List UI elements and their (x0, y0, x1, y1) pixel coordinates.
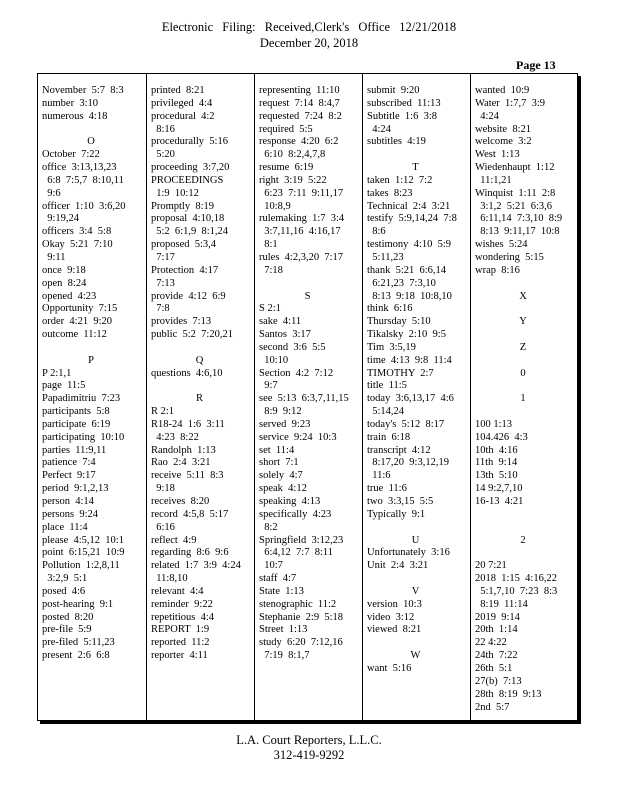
index-entry: 9:6 (42, 187, 61, 199)
index-entry: 7:17 (151, 251, 175, 263)
index-entry: 10:10 (259, 354, 289, 366)
index-entry: 20 7:21 (475, 560, 507, 572)
index-entry: 10:7 (259, 560, 283, 572)
index-entry: 5:2 6:1,9 8:1,24 (151, 226, 229, 238)
index-column-2 (146, 74, 254, 720)
index-entry: 8:19 11:14 (475, 598, 528, 610)
index-entry: rules 4:2,3,20 7:17 (259, 251, 343, 263)
index-entry: 7:19 8:1,7 (259, 650, 310, 662)
index-entry: 3:1,2 5:21 6:3,6 (475, 200, 553, 212)
index-entry: response 4:20 6:2 (259, 136, 339, 148)
index-entry: 8:1 (259, 239, 278, 251)
index-entry: open 8:24 (42, 277, 87, 289)
index-entry: 6:11,14 7:3,10 8:9 (475, 213, 563, 225)
index-spacer (367, 522, 470, 535)
index-spacer (475, 522, 577, 535)
index-entry: number 3:10 (42, 97, 98, 109)
index-entry: REPORT 1:9 (151, 624, 210, 636)
index-entry: once 9:18 (42, 264, 86, 276)
index-spacer (367, 637, 470, 650)
index-section-letter: P (88, 354, 94, 366)
index-spacer (259, 278, 362, 291)
index-entry: Winquist 1:11 2:8 (475, 187, 556, 199)
index-entry: procedurally 5:16 (151, 136, 228, 148)
index-entry: persons 9:24 (42, 508, 98, 520)
footer-company: L.A. Court Reporters, L.L.C. (236, 733, 382, 747)
index-entry: 5:11,23 (367, 251, 404, 263)
index-entry: numerous 4:18 (42, 110, 108, 122)
index-entry: officers 3:4 5:8 (42, 226, 112, 238)
index-entry: TIMOTHY 2:7 (367, 367, 434, 379)
index-column-4 (362, 74, 470, 720)
index-entry: 22 4:22 (475, 637, 507, 649)
index-spacer (475, 303, 577, 316)
index-entry: 11:8,10 (151, 573, 188, 585)
index-entry: S 2:1 (259, 303, 281, 315)
index-section-letter: 2 (520, 534, 526, 546)
index-entry: right 3:19 5:22 (259, 174, 327, 186)
index-entry: pre-filed 5:11,23 (42, 637, 115, 649)
index-entry: see 5:13 6:3,7,11,15 (259, 393, 349, 405)
index-entry: want 5:16 (367, 662, 412, 674)
index-entry: 5:20 (151, 149, 175, 161)
index-entry: 24th 7:22 (475, 650, 518, 662)
index-entry: Perfect 9:17 (42, 470, 96, 482)
index-entry: title 11:5 (367, 380, 407, 392)
index-entry: Santos 3:17 (259, 329, 311, 341)
index-entry: Randolph 1:13 (151, 444, 216, 456)
index-entry: 16-13 4:21 (475, 496, 524, 507)
index-entry: 1:9 10:12 (151, 187, 199, 199)
index-entry: State 1:13 (259, 585, 304, 597)
index-spacer (151, 380, 254, 393)
index-entry: 6:16 (151, 521, 175, 533)
index-entry: specifically 4:23 (259, 508, 332, 520)
index-entry: 9:7 (259, 380, 278, 392)
index-entry: officer 1:10 3:6,20 (42, 200, 126, 212)
index-entry: provide 4:12 6:9 (151, 290, 226, 302)
index-entry: participate 6:19 (42, 418, 111, 430)
index-entry: video 3:12 (367, 611, 415, 623)
index-entry: takes 8:23 (367, 187, 413, 199)
index-spacer (367, 573, 470, 586)
index-section-letter: T (412, 162, 419, 174)
index-spacer (42, 124, 146, 137)
index-entry: 2nd 5:7 (475, 701, 510, 713)
index-entry: true 11:6 (367, 483, 407, 495)
index-entry: procedural 4:2 (151, 110, 215, 122)
index-entry: public 5:2 7:20,21 (151, 329, 233, 341)
index-entry: set 11:4 (259, 444, 295, 456)
index-entry: Rao 2:4 3:21 (151, 457, 211, 469)
filing-stamp: Electronic Filing: Received,Clerk's Office 12/21/2018 (161, 20, 457, 34)
index-entry: reflect 4:9 (151, 534, 197, 546)
index-entry: Unfortunately 3:16 (367, 547, 450, 559)
index-entry: two 3:3,15 5:5 (367, 496, 434, 507)
index-entry: reporter 4:11 (151, 650, 208, 662)
index-entry: 8:13 9:11,17 10:8 (475, 226, 560, 238)
index-entry: parties 11:9,11 (42, 444, 107, 456)
index-entry: related 1:7 3:9 4:24 (151, 560, 241, 572)
index-entry: printed 8:21 (151, 85, 205, 96)
index-entry: Technical 2:4 3:21 (367, 200, 451, 212)
index-entry: November 5:7 8:3 (42, 85, 124, 96)
index-entry: Pollution 1:2,8,11 (42, 560, 120, 572)
index-spacer (475, 278, 577, 291)
index-entry: Thursday 5:10 (367, 316, 431, 328)
index-entry: Papadimitriu 7:23 (42, 393, 121, 405)
index-entry: viewed 8:21 (367, 624, 422, 636)
index-entry: 6:23 7:11 9:11,17 (259, 187, 344, 199)
index-section-letter: U (411, 534, 420, 546)
index-entry: 7:8 (151, 303, 170, 315)
index-entry: proceeding 3:7,20 (151, 162, 230, 174)
index-entry: wondering 5:15 (475, 251, 544, 263)
index-entry: rulemaking 1:7 3:4 (259, 213, 345, 225)
index-entry: 7:18 (259, 264, 283, 276)
index-entry: Typically 9:1 (367, 508, 426, 520)
index-entry: 4:23 8:22 (151, 431, 199, 443)
index-entry: think 6:16 (367, 303, 413, 315)
index-spacer (367, 149, 470, 162)
index-entry: R18-24 1:6 3:11 (151, 418, 225, 430)
index-spacer (475, 547, 577, 560)
index-entry: 14 9:2,7,10 (475, 483, 523, 495)
index-entry: transcript 4:12 (367, 444, 431, 456)
index-entry: posed 4:6 (42, 585, 86, 597)
index-entry: 2019 9:14 (475, 611, 520, 623)
index-entry: 4:24 (367, 123, 391, 135)
index-entry: 104.426 4:3 (475, 431, 528, 443)
index-entry: Tim 3:5,19 (367, 341, 416, 353)
index-entry: 8:16 (151, 123, 175, 135)
index-entry: subtitles 4:19 (367, 136, 426, 148)
index-entry: present 2:6 6:8 (42, 650, 110, 662)
index-section-letter: V (411, 585, 420, 597)
index-entry: 26th 5:1 (475, 662, 513, 674)
filing-date: December 20, 2018 (259, 36, 359, 50)
index-column-1 (38, 74, 146, 720)
index-entry: 20th 1:14 (475, 624, 518, 636)
index-entry: 11th 9:14 (475, 457, 518, 469)
index-entry: regarding 8:6 9:6 (151, 547, 229, 559)
index-entry: representing 11:10 (259, 85, 340, 96)
index-spacer (42, 342, 146, 355)
index-entry: R 2:1 (151, 406, 175, 418)
index-entry: record 4:5,8 5:17 (151, 508, 229, 520)
index-entry: testimony 4:10 5:9 (367, 239, 451, 251)
index-entry: Promptly 8:19 (151, 200, 215, 212)
index-entry: resume 6:19 (259, 162, 314, 174)
index-entry: time 4:13 9:8 11:4 (367, 354, 452, 366)
index-table (37, 73, 578, 721)
index-entry: requested 7:24 8:2 (259, 110, 342, 122)
footer-phone: 312-419-9292 (273, 748, 345, 762)
index-entry: 3:2,9 5:1 (42, 573, 88, 585)
index-entry: 10:8,9 (259, 200, 291, 212)
index-entry: 6:21,23 7:3,10 (367, 277, 436, 289)
index-entry: 8:17,20 9:3,12,19 (367, 457, 449, 469)
index-entry: Stephanie 2:9 5:18 (259, 611, 343, 623)
index-entry: version 10:3 (367, 598, 422, 610)
index-entry: P 2:1,1 (42, 367, 72, 379)
index-entry: reminder 9:22 (151, 598, 213, 610)
index-entry: 5:14,24 (367, 406, 405, 418)
index-entry: Unit 2:4 3:21 (367, 560, 429, 572)
index-entry: testify 5:9,14,24 7:8 (367, 213, 457, 225)
index-entry: today's 5:12 8:17 (367, 418, 445, 430)
index-entry: person 4:14 (42, 496, 94, 507)
index-entry: period 9:1,2,13 (42, 483, 109, 495)
index-entry: questions 4:6,10 (151, 367, 223, 379)
index-entry: proposal 4:10,18 (151, 213, 225, 225)
index-spacer (475, 406, 577, 419)
index-entry: speaking 4:13 (259, 496, 321, 507)
index-entry: Okay 5:21 7:10 (42, 239, 113, 251)
index-section-letter: Y (519, 316, 527, 328)
index-section-letter: Z (519, 341, 527, 353)
index-entry: Water 1:7,7 3:9 (475, 97, 546, 109)
index-section-letter: S (304, 290, 311, 302)
index-spacer (475, 380, 577, 393)
index-entry: Subtitle 1:6 3:8 (367, 110, 438, 122)
index-section-letter: 1 (520, 393, 526, 405)
index-entry: receives 8:20 (151, 496, 210, 507)
index-entry: 7:13 (151, 277, 175, 289)
index-entry: website 8:21 (475, 123, 531, 135)
index-spacer (151, 342, 254, 355)
index-entry: subscribed 11:13 (367, 97, 441, 109)
index-entry: thank 5:21 6:6,14 (367, 264, 447, 276)
index-entry: outcome 11:12 (42, 329, 107, 341)
index-entry: Section 4:2 7:12 (259, 367, 334, 379)
index-entry: relevant 4:4 (151, 585, 204, 597)
index-entry: 2018 1:15 4:16,22 (475, 573, 557, 585)
index-entry: 9:19,24 (42, 213, 80, 225)
index-entry: submit 9:20 (367, 85, 420, 96)
index-entry: welcome 3:2 (475, 136, 532, 148)
index-entry: post-hearing 9:1 (42, 598, 114, 610)
index-entry: 9:11 (42, 251, 66, 263)
index-entry: Wiedenhaupt 1:12 (475, 162, 555, 174)
index-entry: 13th 5:10 (475, 470, 518, 482)
index-entry: wanted 10:9 (475, 85, 530, 96)
index-entry: 28th 8:19 9:13 (475, 688, 542, 700)
index-entry: office 3:13,13,23 (42, 162, 117, 174)
index-entry: 11:1,21 (475, 174, 512, 186)
index-entry: today 3:6,13,17 4:6 (367, 393, 454, 405)
index-section-letter: Q (195, 354, 204, 366)
index-entry: 9:18 (151, 483, 175, 495)
index-entry: served 9:23 (259, 418, 311, 430)
index-entry: patience 7:4 (42, 457, 96, 469)
index-entry: sake 4:11 (259, 316, 302, 328)
index-entry: order 4:21 9:20 (42, 316, 112, 328)
index-section-letter: X (519, 290, 527, 302)
index-entry: study 6:20 7:12,16 (259, 637, 343, 649)
index-entry: request 7:14 8:4,7 (259, 97, 340, 109)
index-spacer (475, 355, 577, 368)
index-section-letter: R (195, 393, 203, 405)
index-entry: 4:24 (475, 110, 499, 122)
index-entry: required 5:5 (259, 123, 313, 135)
index-entry: wishes 5:24 (475, 239, 528, 251)
index-entry: Tikalsky 2:10 9:5 (367, 329, 446, 341)
index-entry: 6:4,12 7:7 8:11 (259, 547, 333, 559)
index-entry: point 6:15,21 10:9 (42, 547, 125, 559)
index-entry: Protection 4:17 (151, 264, 219, 276)
index-entry: wrap 8:16 (475, 264, 520, 276)
index-entry: proposed 5:3,4 (151, 239, 217, 251)
index-entry: short 7:1 (259, 457, 299, 469)
index-entry: second 3:6 5:5 (259, 341, 326, 353)
index-entry: opened 4:23 (42, 290, 97, 302)
index-entry: repetitious 4:4 (151, 611, 214, 623)
index-entry: Springfield 3:12,23 (259, 534, 344, 546)
index-spacer (475, 509, 577, 522)
index-entry: PROCEEDINGS (151, 174, 224, 186)
index-entry: 6:8 7:5,7 8:10,11 (42, 174, 124, 186)
index-entry: participating 10:10 (42, 431, 125, 443)
index-entry: 8:6 (367, 226, 386, 238)
index-column-5 (470, 74, 577, 720)
index-entry: 8:9 9:12 (259, 406, 302, 418)
index-entry: staff 4:7 (259, 573, 297, 585)
page-number: Page 13 (516, 58, 556, 72)
index-entry: 11:6 (367, 470, 391, 482)
index-entry: privileged 4:4 (151, 97, 213, 109)
index-entry: receive 5:11 8:3 (151, 470, 224, 482)
index-section-letter: 0 (520, 367, 526, 379)
index-section-letter: W (410, 650, 421, 662)
index-entry: 100 1:13 (475, 418, 513, 430)
index-entry: place 11:4 (42, 521, 88, 533)
index-entry: please 4:5,12 10:1 (42, 534, 124, 546)
index-entry: stenographic 11:2 (259, 598, 337, 610)
index-entry: speak 4:12 (259, 483, 307, 495)
index-entry: 8:2 (259, 521, 278, 533)
index-entry: 3:7,11,16 4:16,17 (259, 226, 341, 238)
index-entry: Street 1:13 (259, 624, 308, 636)
index-entry: 8:13 9:18 10:8,10 (367, 290, 452, 302)
index-entry: provides 7:13 (151, 316, 212, 328)
index-entry: pre-file 5:9 (42, 624, 92, 636)
index-entry: solely 4:7 (259, 470, 303, 482)
index-entry: West 1:13 (475, 149, 520, 161)
index-column-3 (254, 74, 362, 720)
index-entry: posted 8:20 (42, 611, 94, 623)
index-entry: October 7:22 (42, 149, 100, 161)
index-entry: service 9:24 10:3 (259, 431, 337, 443)
index-entry: 5:1,7,10 7:23 8:3 (475, 585, 558, 597)
index-entry: 27(b) 7:13 (475, 675, 522, 687)
index-entry: 10th 4:16 (475, 444, 518, 456)
index-entry: page 11:5 (42, 380, 86, 392)
index-section-letter: O (87, 136, 95, 148)
index-entry: Opportunity 7:15 (42, 303, 118, 315)
index-entry: taken 1:12 7:2 (367, 174, 433, 186)
index-spacer (475, 329, 577, 342)
index-entry: 6:10 8:2,4,7,8 (259, 149, 326, 161)
index-entry: reported 11:2 (151, 637, 210, 649)
index-entry: participants 5:8 (42, 406, 110, 418)
index-entry: train 6:18 (367, 431, 411, 443)
